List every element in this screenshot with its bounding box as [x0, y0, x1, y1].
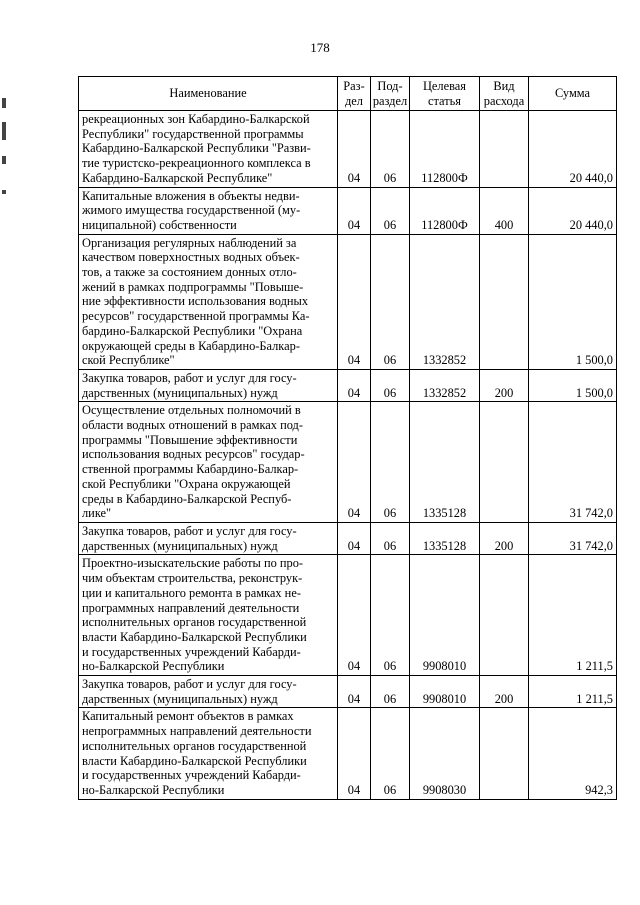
- row-razdel: 04: [338, 676, 371, 708]
- row-summa: 1 500,0: [529, 234, 617, 369]
- row-podrazdel: 06: [371, 111, 410, 188]
- row-name-line: Осуществление отдельных полномочий в: [82, 403, 301, 418]
- binding-margin-marks: [2, 60, 8, 440]
- row-summa: 1 211,5: [529, 555, 617, 676]
- row-tselevaya-statya: 112800Ф: [410, 187, 480, 234]
- table-row: [79, 555, 617, 676]
- header-podrazdel: Под- раздел: [371, 77, 410, 111]
- table-row: [79, 676, 617, 708]
- row-name-line: Кабардино-Балкарской Республики "Разви-: [82, 141, 311, 156]
- row-name-line: но-Балкарской Республики: [82, 659, 225, 674]
- row-tselevaya-statya: 1332852: [410, 369, 480, 401]
- row-name-line: ции и капитального ремонта в рамках не-: [82, 585, 301, 600]
- row-name-line: и государственных учреждений Кабарди-: [82, 768, 301, 783]
- row-name-line: Закупка товаров, работ и услуг для госу-: [82, 523, 297, 538]
- row-name: [79, 402, 338, 523]
- row-name: [79, 234, 338, 369]
- row-vid-raskhoda: [480, 555, 529, 676]
- row-name: [79, 555, 338, 676]
- row-vid-raskhoda: 200: [480, 676, 529, 708]
- row-razdel: 04: [338, 555, 371, 676]
- row-razdel: 04: [338, 111, 371, 188]
- row-summa: 20 440,0: [529, 111, 617, 188]
- row-name-line: среды в Кабардино-Балкарской Респуб-: [82, 491, 292, 506]
- row-summa: 20 440,0: [529, 187, 617, 234]
- header-summa: Сумма: [529, 77, 617, 111]
- row-vid-raskhoda: [480, 111, 529, 188]
- row-name: [79, 369, 338, 401]
- header-vid-raskhoda: Вид расхода: [480, 77, 529, 111]
- row-name-line: ресурсов" государственной программы Ка-: [82, 309, 310, 324]
- row-name-line: дарственных (муниципальных) нужд: [82, 538, 278, 553]
- row-vid-raskhoda: [480, 234, 529, 369]
- row-name: [79, 708, 338, 799]
- row-name-line: ние эффективности использования водных: [82, 294, 309, 309]
- row-tselevaya-statya: 9908010: [410, 555, 480, 676]
- row-name-line: Закупка товаров, работ и услуг для госу-: [82, 370, 297, 385]
- row-name-line: рекреационных зон Кабардино-Балкарской: [82, 112, 310, 126]
- table-row: [79, 234, 617, 369]
- row-name-line: ской Республике": [82, 353, 175, 368]
- row-name-line: дарственных (муниципальных) нужд: [82, 691, 278, 706]
- row-name-line: области водных отношений в рамках под-: [82, 418, 303, 433]
- row-name-line: непрограммных направлений деятельности: [82, 724, 312, 739]
- row-name-line: программы "Повышение эффективности: [82, 432, 298, 447]
- row-name-line: тие туристско-рекреационного комплекса в: [82, 156, 311, 171]
- row-name-line: ской Республики "Охрана окружающей: [82, 476, 291, 491]
- row-name-line: Республики" государственной программы: [82, 126, 304, 141]
- row-podrazdel: 06: [371, 402, 410, 523]
- row-razdel: 04: [338, 234, 371, 369]
- row-tselevaya-statya: 1335128: [410, 522, 480, 554]
- row-razdel: 04: [338, 522, 371, 554]
- row-podrazdel: 06: [371, 676, 410, 708]
- row-name-line: власти Кабардино-Балкарской Республики: [82, 629, 307, 644]
- row-name-line: ниципальной) собственности: [82, 217, 237, 232]
- row-name-line: Капитальный ремонт объектов в рамках: [82, 709, 294, 724]
- row-vid-raskhoda: 200: [480, 522, 529, 554]
- row-podrazdel: 06: [371, 708, 410, 799]
- table-row: [79, 369, 617, 401]
- row-summa: 31 742,0: [529, 522, 617, 554]
- row-vid-raskhoda: [480, 402, 529, 523]
- header-tselevaya-statya: Целевая статья: [410, 77, 480, 111]
- row-name-line: тов, а также за состоянием донных отло-: [82, 265, 297, 280]
- row-summa: 31 742,0: [529, 402, 617, 523]
- table-row: [79, 111, 617, 188]
- table-row: [79, 522, 617, 554]
- row-tselevaya-statya: 9908010: [410, 676, 480, 708]
- row-name: [79, 676, 338, 708]
- row-vid-raskhoda: 200: [480, 369, 529, 401]
- row-razdel: 04: [338, 369, 371, 401]
- page-number: 178: [310, 40, 330, 55]
- row-podrazdel: 06: [371, 369, 410, 401]
- table-row: [79, 402, 617, 523]
- row-name-line: качеством поверхностных водных объек-: [82, 250, 300, 265]
- row-name-line: жений в рамках подпрограммы "Повыше-: [82, 279, 304, 294]
- budget-table: [78, 76, 617, 800]
- row-name-line: лике": [82, 506, 112, 521]
- table-row: [79, 708, 617, 799]
- row-name: [79, 187, 338, 234]
- row-podrazdel: 06: [371, 187, 410, 234]
- row-name-line: власти Кабардино-Балкарской Республики: [82, 753, 307, 768]
- row-name-line: Проектно-изыскательские работы по про-: [82, 556, 304, 571]
- table-row: [79, 187, 617, 234]
- row-name-line: но-Балкарской Республики: [82, 782, 225, 797]
- row-podrazdel: 06: [371, 555, 410, 676]
- header-name: Наименование: [79, 77, 338, 111]
- row-vid-raskhoda: 400: [480, 187, 529, 234]
- row-name-line: жимого имущества государственной (му-: [82, 203, 301, 218]
- row-razdel: 04: [338, 187, 371, 234]
- row-razdel: 04: [338, 708, 371, 799]
- row-tselevaya-statya: 112800Ф: [410, 111, 480, 188]
- row-summa: 1 211,5: [529, 676, 617, 708]
- row-name-line: Закупка товаров, работ и услуг для госу-: [82, 677, 297, 692]
- header-razdel: Раз- дел: [338, 77, 371, 111]
- row-name-line: Организация регулярных наблюдений за: [82, 235, 297, 250]
- row-podrazdel: 06: [371, 522, 410, 554]
- row-name-line: дарственных (муниципальных) нужд: [82, 385, 278, 400]
- row-name-line: Кабардино-Балкарской Республике": [82, 170, 273, 185]
- table-header-row: [79, 77, 617, 111]
- row-razdel: 04: [338, 402, 371, 523]
- row-name-line: исполнительных органов государственной: [82, 615, 307, 630]
- row-summa: 1 500,0: [529, 369, 617, 401]
- row-name-line: программных направлений деятельности: [82, 600, 300, 615]
- row-tselevaya-statya: 1332852: [410, 234, 480, 369]
- row-name-line: ственной программы Кабардино-Балкар-: [82, 462, 299, 477]
- row-tselevaya-statya: 1335128: [410, 402, 480, 523]
- row-name-line: окружающей среды в Кабардино-Балкар-: [82, 338, 300, 353]
- row-summa: 942,3: [529, 708, 617, 799]
- row-name: [79, 522, 338, 554]
- row-name-line: чим объектам строительства, реконструк-: [82, 571, 303, 586]
- row-name-line: исполнительных органов государственной: [82, 738, 307, 753]
- row-name: [79, 111, 338, 188]
- row-name-line: использования водных ресурсов" государ-: [82, 447, 305, 462]
- row-name-line: и государственных учреждений Кабарди-: [82, 644, 301, 659]
- row-name-line: бардино-Балкарской Республики "Охрана: [82, 323, 303, 338]
- row-vid-raskhoda: [480, 708, 529, 799]
- row-tselevaya-statya: 9908030: [410, 708, 480, 799]
- row-name-line: Капитальные вложения в объекты недви-: [82, 188, 300, 203]
- row-podrazdel: 06: [371, 234, 410, 369]
